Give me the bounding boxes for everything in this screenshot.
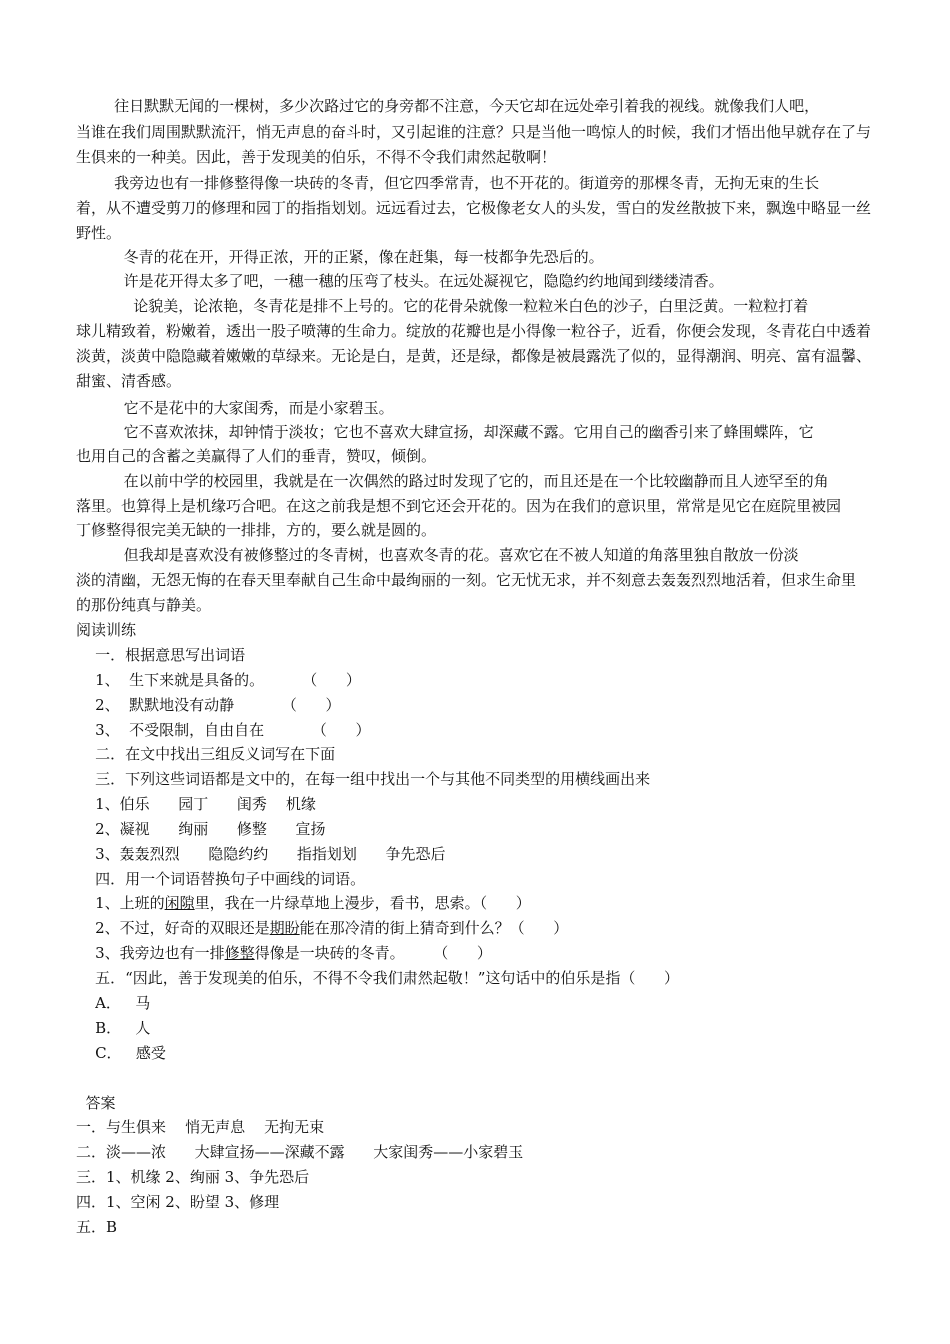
question-3-item: 3、轰轰烈烈 隐隐约约 指指划划 争先恐后 — [76, 845, 446, 863]
q4-1-suffix: 里，我在一片绿草地上漫步，看书，思索。（ ） — [194, 894, 531, 912]
answers-heading: 答案 — [76, 1094, 116, 1112]
question-4-item — [76, 916, 568, 940]
passage-line: 着，从不遭受剪刀的修理和园丁的指指划划。远远看过去，它极像老女人的头发，雪白的发丝散披下来，飘逸中略显一丝 — [76, 199, 872, 217]
q4-2-prefix: 2、不过，好奇的双眼还是 — [76, 919, 270, 937]
q4-2-suffix: 能在那冷清的街上猜奇到什么？（ ） — [299, 919, 569, 937]
question-5-option: B． 人 — [76, 1019, 151, 1037]
passage-line: 往日默默无闻的一棵树，多少次路过它的身旁都不注意，今天它却在远处牵引着我的视线。就像我们人吧， — [76, 97, 820, 115]
passage-line: 我旁边也有一排修整得像一块砖的冬青，但它四季常青，也不开花的。街道旁的那棵冬青，无拘无束的生长 — [76, 174, 820, 192]
question-5-option: A． 马 — [76, 994, 151, 1012]
question-2: 二．在文中找出三组反义词写在下面 — [76, 745, 336, 763]
question-1-item: 2、 默默地没有动静 （ ） — [76, 696, 341, 714]
answer-line: 一．与生俱来 悄无声息 无拘无束 — [76, 1118, 325, 1136]
passage-line: 丁修整得很完美无缺的一排排，方的，要么就是圆的。 — [76, 521, 437, 539]
passage-line: 的那份纯真与静美。 — [76, 596, 212, 614]
passage-line: 当谁在我们周围默默流汗，悄无声息的奋斗时，又引起谁的注意？只是当他一鸣惊人的时候，我们才悟出他早就存在了与 — [76, 123, 872, 141]
passage-line: 淡的清幽，无怨无悔的在春天里奉献自己生命中最绚丽的一刻。它无忧无求，并不刻意去轰轰烈烈地活着，但求生命里 — [76, 571, 857, 589]
question-1: 一．根据意思写出词语 — [76, 646, 246, 664]
passage-line: 许是花开得太多了吧，一穗一穗的压弯了枝头。在远处凝视它，隐隐约约地闻到缕缕清香。 — [76, 272, 724, 290]
answer-line: 五．B — [76, 1218, 118, 1236]
q4-3-underlined: 修整 — [224, 944, 255, 962]
answer-line: 四．1、空闲 2、盼望 3、修理 — [76, 1193, 280, 1211]
passage-line: 球儿精致着，粉嫩着，透出一股子喷薄的生命力。绽放的花瓣也是小得像一粒谷子，近看，你便会发现，冬青花白中透着 — [76, 322, 872, 340]
passage-line: 也用自己的含蓄之美赢得了人们的垂青，赞叹，倾倒。 — [76, 447, 437, 465]
passage-line: 淡黄，淡黄中隐隐藏着嫩嫩的草绿来。无论是白，是黄，还是绿，都像是被晨露洗了似的，显得潮润、明亮、富有温馨、 — [76, 347, 872, 365]
question-5: 五．“因此，善于发现美的伯乐，不得不令我们肃然起敬！”这句话中的伯乐是指（ ） — [76, 969, 680, 987]
question-1-item: 1、 生下来就是具备的。 （ ） — [76, 671, 361, 689]
q4-1-underlined: 闲隙 — [164, 894, 195, 912]
question-3-item: 2、凝视 绚丽 修整 宣扬 — [76, 820, 326, 838]
passage-line: 它不是花中的大家闺秀，而是小家碧玉。 — [76, 399, 394, 417]
passage-line: 它不喜欢浓抹，却钟情于淡妆；它也不喜欢大肆宣扬，却深藏不露。它用自己的幽香引来了蜂围蝶阵，它 — [76, 423, 814, 441]
question-1-item: 3、 不受限制，自由自在 （ ） — [76, 721, 371, 739]
passage-line: 在以前中学的校园里，我就是在一次偶然的路过时发现了它的，而且还是在一个比较幽静而且人迹罕至的角 — [76, 472, 829, 490]
passage-line: 野性。 — [76, 224, 122, 242]
question-4-item — [76, 941, 492, 965]
passage-line: 冬青的花在开，开得正浓，开的正紧，像在赶集，每一枝都争先恐后的。 — [76, 248, 604, 266]
question-3-item: 1、伯乐 园丁 闺秀 机缘 — [76, 795, 316, 813]
passage-line: 甜蜜、清香感。 — [76, 372, 182, 390]
q4-3-prefix: 3、我旁边也有一排 — [76, 944, 225, 962]
question-3: 三．下列这些词语都是文中的，在每一组中找出一个与其他不同类型的用横线画出来 — [76, 770, 651, 788]
question-4-item — [76, 891, 531, 915]
q4-1-prefix: 1、上班的 — [76, 894, 165, 912]
exercise-heading: 阅读训练 — [76, 621, 137, 639]
passage-line: 落里。也算得上是机缘巧合吧。在这之前我是想不到它还会开花的。因为在我们的意识里，常常是见它在庭院里被园 — [76, 497, 842, 515]
question-5-option: C． 感受 — [76, 1044, 166, 1062]
passage-line: 但我却是喜欢没有被修整过的冬青树，也喜欢冬青的花。喜欢它在不被人知道的角落里独自散放一份淡 — [76, 546, 799, 564]
passage-line: 生俱来的一种美。因此，善于发现美的伯乐，不得不令我们肃然起敬啊！ — [76, 148, 557, 166]
q4-3-suffix: 得像是一块砖的冬青。 （ ） — [254, 944, 492, 962]
answer-line: 三．1、机缘 2、绚丽 3、争先恐后 — [76, 1168, 310, 1186]
question-4: 四．用一个词语替换句子中画线的词语。 — [76, 870, 366, 888]
passage-line: 论貌美，论浓艳，冬青花是排不上号的。它的花骨朵就像一粒粒米白色的沙子，白里泛黄。一粒粒打着 — [76, 297, 809, 315]
answer-line: 二．淡——浓 大肆宣扬——深藏不露 大家闺秀——小家碧玉 — [76, 1143, 524, 1161]
q4-2-underlined: 期盼 — [269, 919, 300, 937]
